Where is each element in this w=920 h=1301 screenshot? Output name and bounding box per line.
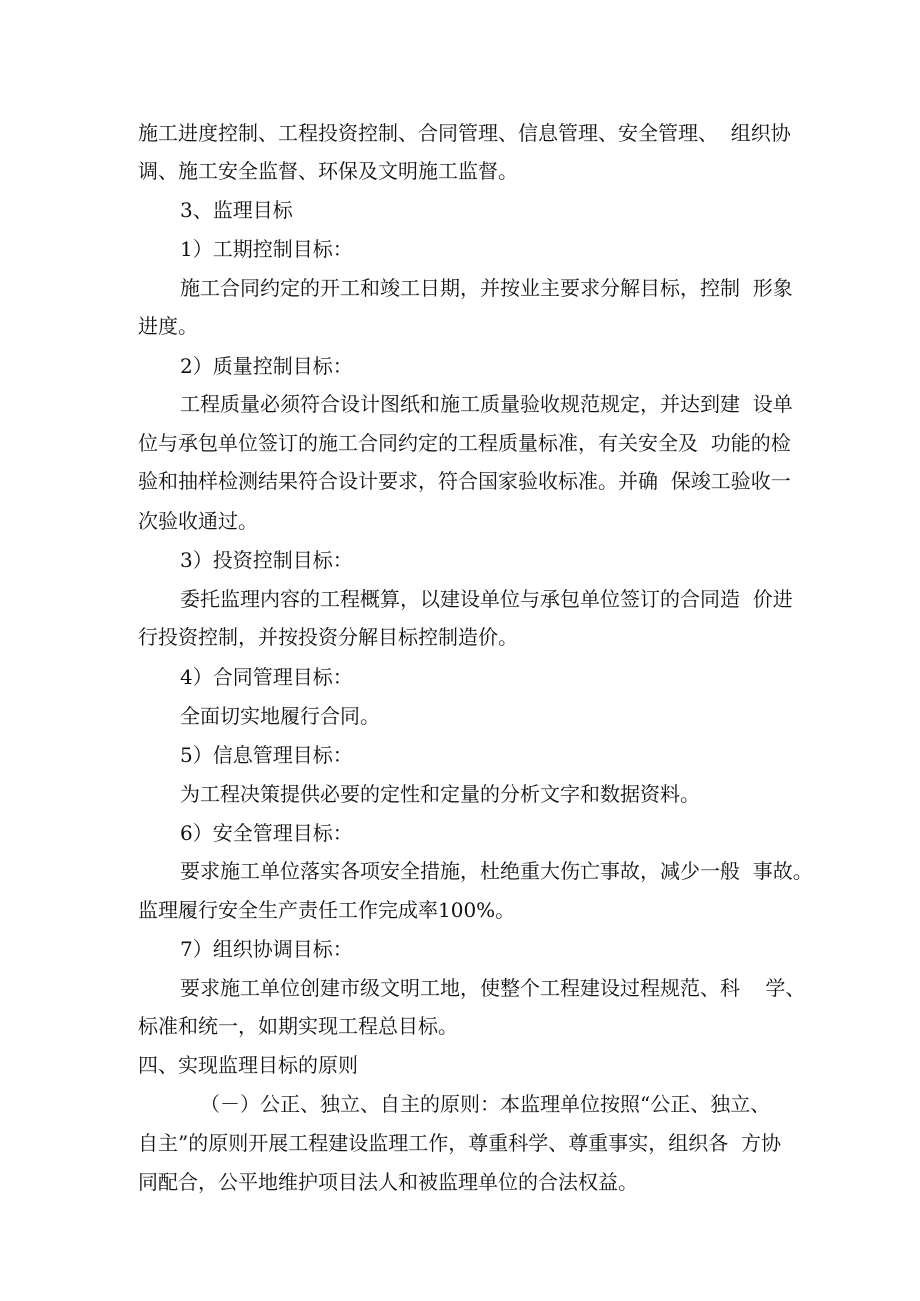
paragraph-line: 全面切实地履行合同。: [180, 704, 380, 728]
paragraph-line: 标准和统一，如期实现工程总目标。: [138, 1014, 458, 1038]
section-heading: 3、监理目标: [180, 198, 293, 222]
paragraph-line: 要求施工单位落实各项安全措施，杜绝重大伤亡事故，减少一般 事故。: [180, 859, 813, 883]
paragraph-line: 要求施工单位创建市级文明工地，使整个工程建设过程规范、科 学、: [180, 976, 806, 1000]
subsection-heading: 1）工期控制目标：: [180, 237, 353, 261]
section-heading: 四、实现监理目标的原则: [138, 1053, 358, 1077]
paragraph-line: 为工程决策提供必要的定性和定量的分析文字和数据资料。: [180, 782, 700, 806]
paragraph-line: 工程质量必须符合设计图纸和施工质量验收规范规定，并达到建 设单: [180, 392, 793, 416]
paragraph-line: 施工合同约定的开工和竣工日期，并按业主要求分解目标，控制 形象: [180, 276, 793, 300]
subsection-heading: 6）安全管理目标：: [180, 821, 353, 845]
paragraph-line: 监理履行安全生产责任工作完成率100%。: [138, 898, 516, 922]
paragraph-line: 调、施工安全监督、环保及文明施工监督。: [138, 159, 518, 183]
paragraph-line: 委托监理内容的工程概算，以建设单位与承包单位签订的合同造 价进: [180, 587, 793, 611]
subsection-heading: 2）质量控制目标：: [180, 354, 353, 378]
paragraph-line: 同配合，公平地维护项目法人和被监理单位的合法权益。: [138, 1170, 638, 1194]
subsection-heading: 5）信息管理目标：: [180, 743, 353, 767]
paragraph-line: 施工进度控制、工程投资控制、合同管理、信息管理、安全管理、 组织协: [138, 121, 791, 145]
paragraph-line: （－）公正、独立、自主的原则：本监理单位按照“公正、独立、: [200, 1092, 771, 1116]
paragraph-line: 位与承包单位签订的施工合同约定的工程质量标准，有关安全及 功能的检: [138, 431, 791, 455]
subsection-heading: 3）投资控制目标：: [180, 548, 353, 572]
subsection-heading: 4）合同管理目标：: [180, 665, 353, 689]
subsection-heading: 7）组织协调目标：: [180, 937, 353, 961]
paragraph-line: 验和抽样检测结果符合设计要求，符合国家验收标准。并确 保竣工验收一: [138, 469, 791, 493]
paragraph-line: 次验收通过。: [138, 509, 258, 533]
paragraph-line: 进度。: [138, 314, 198, 338]
paragraph-line: 行投资控制，并按投资分解目标控制造价。: [138, 625, 518, 649]
paragraph-line: 自主”的原则开展工程建设监理工作，尊重科学、尊重事实，组织各 方协: [138, 1131, 781, 1155]
